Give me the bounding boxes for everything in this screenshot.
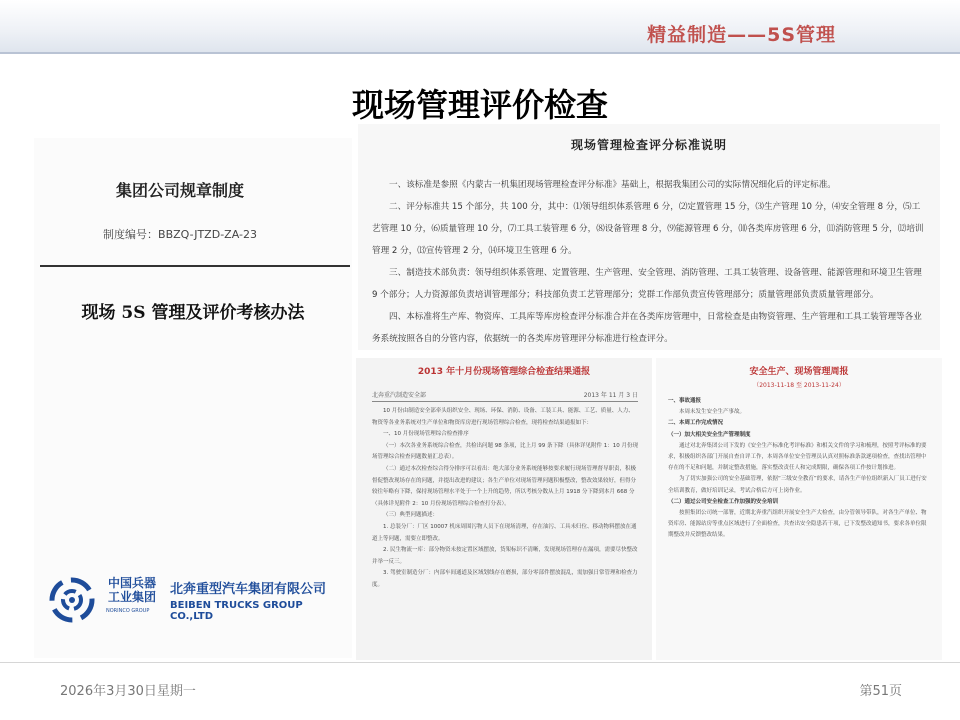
bulletin-paragraph: 2. 民生物流一库：部分物资未按定置区域摆放，货架标识不清晰，发现现场管理存在漏项，需要尽快整改并举一反三。: [372, 547, 638, 565]
bulletin-paragraph: 一、10 月份现场管理综合检查排序: [383, 431, 469, 438]
beiben-en-name: BEIBEN TRUCKS GROUP CO.,LTD: [170, 600, 303, 622]
company-logo: [46, 576, 346, 628]
weekly-body: [668, 396, 930, 542]
weekly-heading: 一、事故通报: [668, 398, 702, 404]
page-number: 第51页: [859, 684, 902, 699]
inspection-bulletin-document: [356, 358, 652, 660]
weekly-report-document: [656, 358, 942, 660]
bulletin-paragraph: （三）典型问题描述：: [383, 512, 439, 519]
standard-body: [372, 174, 928, 350]
ordnance-name-line2: 工业集团: [108, 590, 157, 604]
bulletin-paragraph: 1. 总装分厂：厂区 10007 机床周围污物人员下在现场清理，存在油污、工具未归位、移动物料摆放在通道上等问题，需要立即整改。: [372, 523, 637, 542]
beiben-cn-name: 北奔重型汽车集团有限公司: [170, 582, 327, 597]
weekly-heading: （二）通过公司安全检查工作加强的安全培训: [668, 498, 779, 505]
ordnance-name: [108, 576, 156, 604]
weekly-paragraph: 为了切实加强公司的安全基础管理，依据“三级安全教育”的要求，请各生产单位组织新入厂员工进行安全培训教育，做好培训记录，考试合格后方可上岗作业。: [668, 476, 927, 494]
bulletin-meta: [372, 390, 638, 402]
weekly-paragraph: 按照集团公司统一部署，近期北奔重汽组织开展安全生产大检查，由分管领导带队，对各生产单位、物资库房、能源站房等重点区域进行了全面检查，共查出安全隐患若干项，已下发整改通知书，要求各单位限期整改并反馈整改结果。: [668, 510, 927, 539]
regulation-code: 制度编号：BBZQ-JTZD-ZA-23: [103, 228, 257, 241]
weekly-heading: 二、本周工作完成情况: [668, 420, 724, 427]
footer-date: 2026年3月30日星期一: [60, 684, 196, 699]
slide-title: 现场管理评价检查: [351, 86, 608, 124]
divider-rule: [40, 265, 350, 267]
bulletin-paragraph: 10 月份由制造安全部牵头组织安全、现场、环保、消防、设备、工装工具、能源、工艺、质量、人力、物资等各业务系统对生产单位和物资库房进行现场管理综合检查，现将检查结果通报如下：: [372, 408, 634, 426]
footer-divider: [0, 662, 960, 663]
bulletin-paragraph: 3. 驾驶室制造分厂：内部车间通道及区域划线存在磨损，部分零部件摆放混乱，需加强日常管理和检查力度。: [372, 570, 638, 588]
bulletin-paragraph: （一）本次各业务系统综合检查，共检出问题 98 条项，比上月 99 条下降（具体详见附件 1：10 月份现场管理综合检查问题数量汇总表）。: [372, 442, 638, 461]
header-title: 精益制造——5S管理: [647, 24, 836, 46]
bulletin-title: 2013 年十月份现场管理综合检查结果通报: [417, 367, 591, 377]
bulletin-body: [372, 406, 638, 592]
bulletin-date: 2013 年 11 月 3 日: [583, 392, 638, 399]
regulation-name: 现场 5S 管理及评价考核办法: [81, 303, 305, 323]
logo-emblem-icon: [46, 576, 98, 624]
weekly-heading: （一）加大相关安全生产管理制度: [668, 431, 751, 438]
weekly-date-range: （2013-11-18 至 2013-11-24）: [753, 382, 845, 389]
standard-paragraph: 三、制造技术部负责：领导组织体系管理、定置管理、生产管理、安全管理、消防管理、工具工装管理、设备管理、能源管理和环境卫生管理 9 个部分；人力资源部负责培训管理部分；科技部负责工艺管理部分；党群工作部负责宣传管理部分；质量管理部负责质量管理部分。: [372, 268, 922, 300]
ordnance-en-name: NORINCO GROUP: [106, 608, 150, 614]
regulation-cover-document: [34, 138, 352, 658]
standard-title: 现场管理检查评分标准说明: [570, 138, 727, 152]
weekly-paragraph: 本周未发生安全生产事故。: [679, 409, 746, 416]
weekly-title: 安全生产、现场管理周报: [749, 367, 849, 377]
header-divider: [0, 52, 960, 54]
weekly-paragraph: 通过对北奔集团公司下发的《安全生产标准化考评标准》和相关文件的学习和梳理，按照考评标准的要求，积极组织各部门开展自查自评工作，本周各单位安全管理员认真对照标准条款逐项检查，查找出管理中存在的不足和问题，并制定整改措施，落实整改责任人和完成期限，确保各项工作按计划推进。: [668, 442, 927, 472]
corp-regulation-title: 集团公司规章制度: [115, 181, 244, 200]
standard-paragraph: 二、评分标准共 15 个部分，共 100 分，其中：⑴领导组织体系管理 6 分，⑵定置管理 15 分，⑶生产管理 10 分，⑷安全管理 8 分，⑸工艺管理 10 分，⑹质量管理 10 分，⑺工具工装管理 6 分，⑻设备管理 8 分，⑼能源管理 6 分，⑽各类库房管理 6 分，⑾消防管理 5 分，⑿培训管理 2 分，⒀宣传管理 2 分，⒁环境卫生管理 6 分。: [372, 202, 924, 256]
bulletin-issuer: 北奔重汽制造安全部: [372, 392, 427, 399]
standard-paragraph: 四、本标准将生产库、物资库、工具库等库房检查评分标准合并在各类库房管理中，日常检查是由物资管理、生产管理和工具工装管理等各业务系统按照各自的分管内容，依据统一的各类库房管理评分标准进行检查评分。: [372, 312, 922, 344]
standard-paragraph: 一、该标准是参照《内蒙古一机集团现场管理检查评分标准》基础上，根据我集团公司的实际情况细化后的评定标准。: [389, 180, 836, 190]
bulletin-paragraph: （二）通过本次检查综合得分排序可以看出：绝大部分业务系统能够按要求履行现场管理督导职责，积极督促整改现场存在的问题，并提出改进的建议；各生产单位对现场管理问题积极整改，整改效果较好，但得分较往年略有下降，保持现场管理水平处于一个上升的趋势，所以考核分数从上月 1918 分下降到本月 668 分（具体详见附件 2：10 月份现场管理综合检查打分表）。: [372, 465, 637, 507]
scoring-standard-document: [358, 124, 940, 350]
ordnance-name-line1: 中国兵器: [108, 576, 157, 590]
